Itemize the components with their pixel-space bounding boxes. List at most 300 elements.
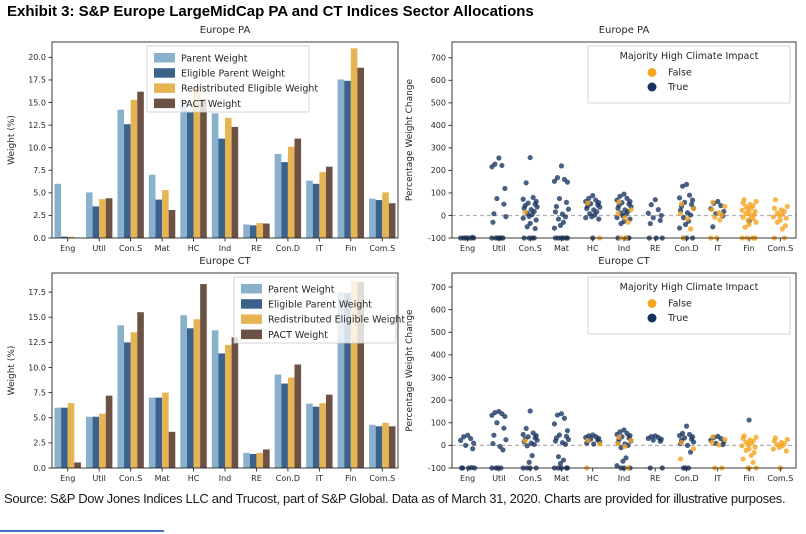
- point-true: [558, 223, 563, 228]
- point-false: [523, 438, 528, 443]
- bar: [295, 139, 302, 238]
- x-tick-label: Com.S: [369, 474, 396, 483]
- point-false: [784, 448, 789, 453]
- point-true: [677, 195, 682, 200]
- points-group: [458, 155, 790, 241]
- legend-label: Parent Weight: [268, 284, 335, 296]
- bar: [232, 127, 239, 238]
- y-tick-label: 600: [430, 305, 446, 315]
- point-false: [628, 207, 633, 212]
- x-tick-label: Com.S: [767, 244, 794, 253]
- point-false: [750, 460, 755, 465]
- bar: [149, 398, 156, 468]
- bar: [200, 99, 207, 238]
- bar: [243, 224, 250, 238]
- point-true: [651, 438, 656, 443]
- legend: [234, 277, 405, 343]
- point-false: [722, 204, 727, 209]
- point-true: [677, 225, 682, 230]
- point-true: [656, 207, 661, 212]
- point-true: [501, 426, 506, 431]
- bar: [288, 378, 295, 468]
- y-tick-label: 17.5: [28, 287, 46, 297]
- point-true: [489, 413, 494, 418]
- x-tick-label: Con.D: [275, 244, 301, 253]
- point-true: [489, 164, 494, 169]
- legend-label: Parent Weight: [181, 53, 248, 65]
- bar: [295, 364, 302, 468]
- points-group: [458, 408, 790, 470]
- point-true: [527, 460, 532, 465]
- x-tick-label: Com.S: [767, 474, 794, 483]
- bar: [319, 403, 326, 468]
- point-true: [534, 217, 539, 222]
- bar: [187, 112, 194, 238]
- point-true: [500, 447, 505, 452]
- x-tick-label: Mat: [154, 244, 170, 253]
- bar: [313, 184, 320, 238]
- bar: [306, 181, 313, 238]
- point-false: [777, 213, 782, 218]
- point-true: [558, 461, 563, 466]
- x-tick-label: Fin: [345, 474, 357, 483]
- y-tick-label: 700: [430, 53, 446, 63]
- point-false: [625, 220, 630, 225]
- x-tick-label: Con.D: [674, 244, 699, 253]
- bar-chart-pa-bars: [7, 25, 398, 253]
- y-tick-label: 0: [440, 211, 446, 221]
- bar: [155, 200, 162, 238]
- legend-swatch: [241, 299, 262, 309]
- point-false: [777, 445, 782, 450]
- x-tick-label: Con.D: [674, 474, 699, 483]
- legend-label: False: [668, 298, 692, 310]
- point-true: [618, 221, 623, 226]
- point-false: [679, 201, 684, 206]
- point-true: [528, 155, 533, 160]
- point-false: [722, 437, 727, 442]
- y-tick-label: 15.0: [28, 98, 46, 108]
- y-tick-label: 600: [430, 76, 446, 86]
- point-true: [559, 163, 564, 168]
- point-false: [739, 208, 744, 213]
- point-false: [785, 204, 790, 209]
- point-true: [501, 202, 506, 207]
- point-true: [710, 224, 715, 229]
- bar: [117, 110, 124, 238]
- bar: [117, 325, 124, 468]
- point-false: [710, 434, 715, 439]
- point-true: [490, 220, 495, 225]
- y-tick-label: 0.0: [33, 233, 46, 243]
- point-false: [710, 200, 715, 205]
- point-true: [556, 216, 561, 221]
- bar: [351, 48, 358, 238]
- bar: [389, 426, 396, 468]
- bar: [200, 284, 207, 468]
- bar: [194, 319, 201, 468]
- point-false: [622, 444, 627, 449]
- legend-label: PACT Weight: [268, 329, 329, 341]
- y-tick-label: 15.0: [28, 313, 46, 323]
- point-true: [564, 200, 569, 205]
- point-true: [597, 205, 602, 210]
- x-tick-label: Eng: [460, 474, 476, 483]
- point-false: [745, 442, 750, 447]
- y-tick-label: 0.0: [33, 463, 46, 473]
- x-tick-label: RE: [649, 244, 661, 253]
- bar: [263, 449, 270, 468]
- point-true: [521, 197, 526, 202]
- y-tick-label: 300: [430, 373, 446, 383]
- legend-label: Redistributed Eligible Weight: [268, 314, 406, 326]
- bar: [124, 124, 131, 238]
- legend-label: True: [668, 313, 689, 325]
- point-false: [748, 453, 753, 458]
- point-true: [557, 196, 562, 201]
- bar: [232, 337, 239, 468]
- point-false: [753, 220, 758, 225]
- point-true: [470, 446, 475, 451]
- point-true: [553, 209, 558, 214]
- point-true: [659, 213, 664, 218]
- x-tick-label: HC: [586, 244, 599, 253]
- point-false: [752, 445, 757, 450]
- x-tick-label: HC: [187, 244, 200, 253]
- y-tick-label: -100: [427, 463, 446, 473]
- bar: [382, 192, 389, 238]
- point-true: [687, 193, 692, 198]
- bar: [376, 200, 383, 238]
- y-tick-label: 17.5: [28, 75, 46, 85]
- x-tick-label: HC: [187, 474, 200, 483]
- x-tick-label: Ind: [617, 474, 631, 483]
- bar: [319, 172, 326, 238]
- bar: [338, 79, 345, 238]
- x-tick-label: Com.S: [369, 244, 396, 253]
- y-tick-label: 12.5: [28, 120, 46, 130]
- legend-label: Eligible Parent Weight: [268, 299, 373, 311]
- bar: [106, 396, 113, 468]
- legend-marker-true: [648, 314, 657, 323]
- legend: [588, 46, 790, 103]
- point-true: [565, 180, 570, 185]
- point-false: [771, 446, 776, 451]
- chart-title: Europe PA: [199, 25, 251, 36]
- legend-label: False: [668, 67, 692, 79]
- point-true: [553, 438, 558, 443]
- bar: [389, 203, 396, 238]
- y-tick-label: 400: [430, 121, 446, 131]
- x-tick-label: Con.S: [119, 244, 143, 253]
- x-tick-label: Eng: [60, 474, 76, 483]
- point-false: [742, 225, 747, 230]
- x-tick-label: RE: [251, 474, 262, 483]
- bar: [131, 100, 138, 238]
- chart-title: Europe PA: [598, 25, 650, 36]
- bar: [99, 414, 106, 468]
- bar: [106, 198, 113, 238]
- point-false: [771, 214, 776, 219]
- bar: [225, 118, 232, 238]
- point-false: [616, 435, 621, 440]
- point-true: [535, 438, 540, 443]
- x-tick-label: IT: [315, 474, 323, 483]
- bar: [326, 395, 333, 468]
- point-false: [780, 226, 785, 231]
- point-true: [566, 207, 571, 212]
- bar: [275, 375, 282, 468]
- x-tick-label: Con.D: [275, 474, 301, 483]
- legend-swatch: [154, 53, 175, 63]
- point-true: [503, 214, 508, 219]
- point-true: [565, 428, 570, 433]
- point-true: [658, 218, 663, 223]
- strip-chart-pa-strip: [405, 25, 796, 253]
- point-false: [739, 443, 744, 448]
- x-tick-label: Eng: [60, 244, 76, 253]
- point-false: [616, 199, 621, 204]
- point-true: [552, 179, 557, 184]
- bar: [55, 184, 62, 238]
- bar: [250, 225, 257, 238]
- bar: [149, 175, 156, 238]
- bar: [275, 154, 282, 238]
- y-tick-label: 2.5: [33, 211, 46, 221]
- point-true: [528, 408, 533, 413]
- point-true: [530, 453, 535, 458]
- point-true: [684, 424, 689, 429]
- point-false: [523, 210, 528, 215]
- point-true: [525, 443, 530, 448]
- point-true: [562, 416, 567, 421]
- x-tick-label: Ind: [218, 474, 232, 483]
- y-tick-label: 0: [440, 441, 446, 451]
- point-false: [772, 206, 777, 211]
- point-false: [753, 199, 758, 204]
- bar: [86, 417, 93, 468]
- point-false: [691, 206, 696, 211]
- point-true: [533, 226, 538, 231]
- point-true: [521, 432, 526, 437]
- bar: [281, 162, 288, 238]
- point-false: [688, 226, 693, 231]
- bar: [357, 68, 364, 238]
- bar: [155, 398, 162, 468]
- point-false: [691, 446, 696, 451]
- y-tick-label: 100: [430, 188, 446, 198]
- point-true: [499, 163, 504, 168]
- bar: [212, 113, 219, 238]
- bar: [137, 92, 144, 238]
- legend-label: PACT Weight: [181, 98, 242, 110]
- point-true: [527, 214, 532, 219]
- y-tick-label: 20.0: [28, 53, 46, 63]
- point-true: [503, 437, 508, 442]
- point-true: [524, 426, 529, 431]
- legend-swatch: [241, 284, 262, 294]
- y-tick-label: 500: [430, 328, 446, 338]
- x-tick-label: Util: [92, 244, 106, 253]
- bar: [74, 462, 81, 468]
- x-tick-label: Fin: [743, 244, 755, 253]
- point-false: [615, 211, 620, 216]
- point-true: [469, 465, 474, 470]
- point-true: [555, 412, 560, 417]
- point-true: [458, 438, 463, 443]
- point-false: [712, 215, 717, 220]
- point-false: [678, 211, 683, 216]
- point-true: [521, 216, 526, 221]
- bar: [326, 167, 333, 238]
- bar: [369, 199, 376, 238]
- x-tick-label: IT: [714, 244, 722, 253]
- bar: [256, 453, 263, 468]
- legend-swatch: [241, 314, 262, 324]
- point-true: [746, 417, 751, 422]
- bar: [180, 101, 187, 238]
- point-true: [596, 216, 601, 221]
- x-tick-label: Mat: [553, 474, 569, 483]
- point-true: [648, 221, 653, 226]
- chart-title: Europe CT: [199, 256, 251, 267]
- point-false: [679, 440, 684, 445]
- point-true: [532, 442, 537, 447]
- bar: [137, 312, 144, 468]
- x-tick-label: Ind: [617, 244, 631, 253]
- y-tick-label: 200: [430, 395, 446, 405]
- legend-swatch: [154, 83, 175, 93]
- y-tick-label: 500: [430, 98, 446, 108]
- point-true: [490, 441, 495, 446]
- bar: [256, 223, 263, 238]
- point-true: [646, 211, 651, 216]
- point-true: [494, 420, 499, 425]
- point-false: [775, 220, 780, 225]
- point-true: [583, 215, 588, 220]
- strip-chart-ct-strip: [405, 256, 796, 483]
- point-true: [552, 225, 557, 230]
- point-true: [620, 459, 625, 464]
- point-true: [552, 421, 557, 426]
- legend: [588, 277, 790, 334]
- bar: [124, 342, 131, 468]
- point-true: [468, 436, 473, 441]
- x-tick-label: Con.S: [518, 474, 542, 483]
- x-tick-label: Util: [92, 474, 106, 483]
- point-true: [502, 186, 507, 191]
- y-tick-label: 12.5: [28, 338, 46, 348]
- point-true: [525, 224, 530, 229]
- bar: [243, 453, 250, 468]
- bar: [180, 315, 187, 468]
- point-false: [717, 217, 722, 222]
- y-axis-label: Weight (%): [7, 345, 17, 396]
- y-tick-label: 7.5: [33, 166, 46, 176]
- point-false: [709, 440, 714, 445]
- legend-title: Majority High Climate Impact: [619, 282, 759, 293]
- y-tick-label: 10.0: [28, 363, 46, 373]
- bar: [162, 190, 169, 238]
- y-axis-label: Weight (%): [7, 115, 17, 165]
- point-false: [597, 441, 602, 446]
- point-true: [653, 197, 658, 202]
- x-tick-label: RE: [649, 474, 661, 483]
- source-note: Source: S&P Dow Jones Indices LLC and Trucost, part of S&P Global. Data as of March 31, 2020. Charts are provided for illustrative purposes.: [4, 491, 786, 506]
- point-true: [566, 437, 571, 442]
- bar: [281, 384, 288, 468]
- bar: [382, 423, 389, 468]
- bar: [218, 353, 225, 468]
- x-tick-label: IT: [714, 474, 722, 483]
- bar: [369, 425, 376, 468]
- point-true: [677, 433, 682, 438]
- point-true: [471, 441, 476, 446]
- point-false: [773, 197, 778, 202]
- point-false: [622, 215, 627, 220]
- bar: [131, 332, 138, 468]
- point-false: [740, 215, 745, 220]
- y-tick-label: 10.0: [28, 143, 46, 153]
- y-tick-label: 300: [430, 143, 446, 153]
- point-true: [584, 206, 589, 211]
- legend: [147, 46, 318, 112]
- x-tick-label: IT: [315, 244, 323, 253]
- bar: [313, 407, 320, 468]
- bar: [99, 199, 106, 238]
- bar: [169, 432, 176, 468]
- bar: [288, 147, 295, 238]
- exhibit-title: Exhibit 3: S&P Europe LargeMidCap PA and CT Indices Sector Allocations: [7, 3, 534, 20]
- point-false: [685, 216, 690, 221]
- x-tick-label: Con.S: [518, 244, 542, 253]
- bar: [93, 206, 100, 238]
- bar-chart-ct-bars: [7, 256, 405, 483]
- y-axis-label: Percentage Weight Change: [405, 309, 415, 432]
- bar: [212, 330, 219, 468]
- point-true: [615, 206, 620, 211]
- y-tick-label: 700: [430, 282, 446, 292]
- point-true: [591, 441, 596, 446]
- point-true: [491, 211, 496, 216]
- point-false: [678, 456, 683, 461]
- point-true: [683, 222, 688, 227]
- bar: [250, 454, 257, 468]
- point-false: [740, 456, 745, 461]
- legend-title: Majority High Climate Impact: [619, 51, 759, 62]
- point-false: [784, 216, 789, 221]
- point-true: [496, 155, 501, 160]
- y-axis-label: Percentage Weight Change: [405, 78, 415, 202]
- point-true: [646, 436, 651, 441]
- x-tick-label: Mat: [154, 474, 170, 483]
- point-true: [535, 204, 540, 209]
- x-tick-label: RE: [251, 244, 262, 253]
- bar: [61, 408, 68, 468]
- legend-label: Redistributed Eligible Weight: [181, 83, 319, 95]
- bar: [162, 393, 169, 468]
- point-false: [628, 438, 633, 443]
- point-true: [491, 433, 496, 438]
- point-true: [494, 196, 499, 201]
- y-tick-label: 100: [430, 418, 446, 428]
- y-tick-label: 200: [430, 166, 446, 176]
- bottom-accent-line: [0, 530, 164, 532]
- x-tick-label: Util: [492, 474, 506, 483]
- point-false: [585, 438, 590, 443]
- y-tick-label: 5.0: [33, 188, 46, 198]
- bar: [376, 426, 383, 468]
